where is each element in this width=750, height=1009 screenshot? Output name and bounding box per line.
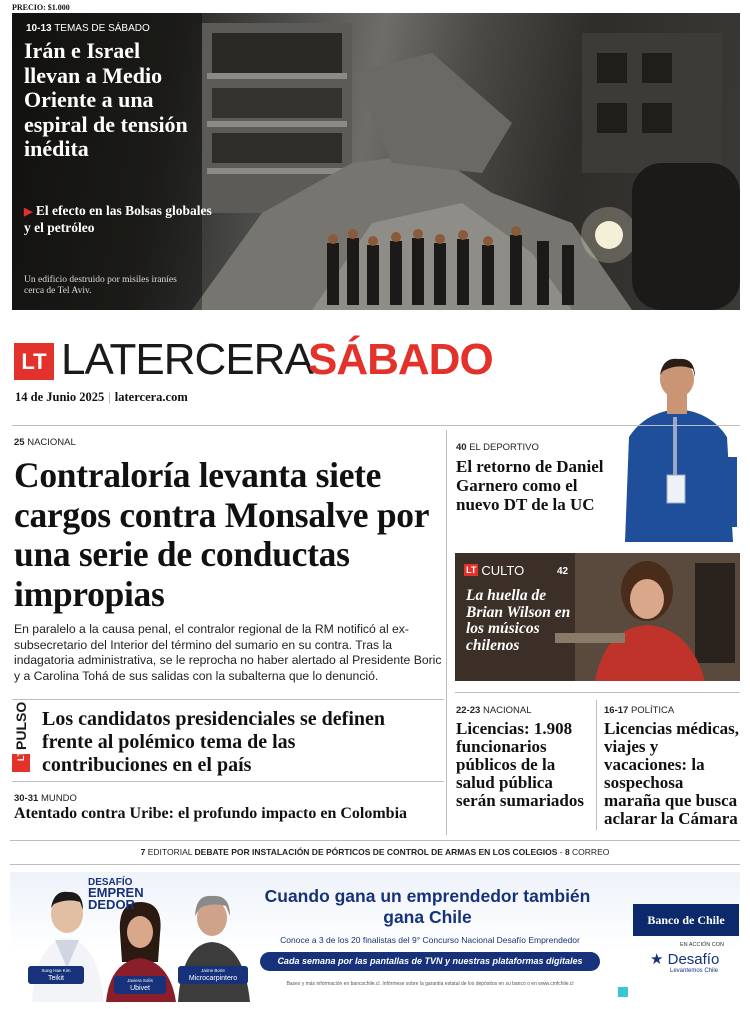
editorial-title: DEBATE POR INSTALACIÓN DE PÓRTICOS DE CONTROL DE ARMAS EN LOS COLEGIOS — [194, 847, 558, 857]
politica-headline[interactable]: Licencias médicas, viajes y vacaciones: la sospechosa maraña que busca aclarar la Cámara — [604, 719, 740, 828]
hero-headline[interactable]: Irán e Israel llevan a Medio Oriente a una espiral de tensión inédita — [24, 38, 188, 161]
politica-kicker-page: 16-17 — [604, 705, 629, 716]
pulso-headline[interactable]: Los candidatos presidenciales se definen frente al polémico tema de las contribuciones en el país — [42, 708, 385, 776]
divider — [10, 864, 740, 865]
ad-person-company: Teikit — [48, 975, 64, 982]
ad-support-label: EN ACCIÓN CON — [680, 942, 725, 948]
main-kicker-page: 25 — [14, 437, 25, 448]
ad-subtitle: Conoce a 3 de los 20 finalistas del 9° Concurso Nacional Desafío Emprendedor — [280, 935, 580, 945]
culto-headline[interactable]: La huella de Brian Wilson en los músicos chilenos — [466, 587, 571, 654]
ad-person-tag — [114, 976, 166, 994]
main-kicker-section: NACIONAL — [27, 437, 76, 448]
hero-kicker — [26, 23, 150, 34]
mundo-headline[interactable]: Atentado contra Uribe: el profundo impacto en Colombia — [14, 805, 408, 822]
mundo-kicker — [14, 793, 77, 804]
ad-brand-line2: EMPREN — [88, 885, 144, 900]
politica-kicker — [604, 705, 674, 716]
partner-name: Desafío — [667, 951, 720, 968]
culto-feature[interactable] — [455, 553, 740, 681]
bank-logo[interactable]: Banco de Chile — [633, 904, 739, 936]
ad-title: Cuando gana un emprendedor también gana Chile — [264, 886, 591, 927]
editorial-label: EDITORIAL — [147, 847, 193, 857]
ad-person-tag — [178, 966, 248, 984]
deportivo-kicker-page: 40 — [456, 442, 467, 453]
star-icon: ★ — [650, 951, 664, 968]
main-kicker — [14, 437, 76, 448]
ad-brand-line1: DESAFÍO — [88, 877, 133, 888]
mundo-kicker-section: MUNDO — [40, 793, 77, 804]
divider — [10, 840, 740, 841]
date-line — [15, 390, 188, 405]
ad-person-tag — [28, 966, 84, 984]
ad-person-name: Sung Hae Kim — [41, 968, 71, 973]
ad-person-company: Microcarpintero — [188, 975, 238, 982]
ad-person-name: Javiera Solís — [127, 978, 153, 983]
divider — [12, 699, 444, 700]
mundo-kicker-page: 30-31 — [14, 793, 39, 804]
divider — [596, 700, 597, 830]
arrow-right-icon: ▶ — [24, 206, 33, 218]
ad-person-company: Ubivet — [130, 985, 150, 992]
culto-logo-mark: LT — [466, 565, 477, 575]
culto-tag — [464, 563, 524, 578]
ad-person-name: Jaime Borie — [201, 968, 225, 973]
logo-name[interactable]: LATERCERA — [61, 335, 313, 384]
editorial-strip[interactable] — [10, 847, 740, 857]
main-body: En paralelo a la causa penal, el contralor regional de la RM notificó al ex-subsecretario del Interior del término del sumario en su contra. Tras la indagatoria administrativa, se le reprocha no haber alertado al Presidente Boric y a Carolina Tohá de sus salidas con la subalterna que lo denunció. — [14, 622, 442, 683]
divider — [12, 425, 740, 426]
ad-brand-logo — [88, 878, 160, 912]
deportivo-kicker — [456, 442, 539, 453]
pulso-logo-mark: LT — [16, 750, 26, 762]
main-headline[interactable]: Contraloría levanta siete cargos contra Monsalve por una serie de conductas impropias — [14, 455, 429, 614]
separator: | — [108, 390, 111, 404]
partner-sub: Levantemos Chile — [670, 968, 719, 974]
deportivo-headline[interactable]: El retorno de Daniel Garnero como el nuevo DT de la UC — [456, 457, 604, 514]
hero-caption: Un edificio destruido por misiles iraníes cerca de Tel Aviv. — [24, 275, 177, 296]
hero-subhead[interactable] — [24, 203, 214, 235]
ad-tv-pill: Cada semana por las pantallas de TVN y nuestras plataformas digitales — [260, 952, 600, 971]
culto-page: 42 — [557, 566, 569, 577]
advertisement[interactable] — [10, 872, 740, 1002]
registration-mark — [618, 987, 628, 997]
site-link[interactable]: latercera.com — [114, 390, 188, 404]
strip-separator: - — [557, 847, 565, 857]
logo-mark[interactable]: LT — [14, 343, 54, 380]
politica-kicker-section: POLÍTICA — [630, 705, 675, 716]
hero-kicker-section: TEMAS DE SÁBADO — [54, 23, 150, 34]
licencias-kicker-section: NACIONAL — [482, 705, 532, 716]
logo-edition: SÁBADO — [308, 335, 493, 384]
divider — [446, 430, 447, 835]
correo-page: 8 — [564, 847, 570, 857]
culto-section: CULTO — [481, 563, 525, 578]
coach-illustration — [615, 357, 740, 542]
editorial-page: 7 — [140, 847, 146, 857]
hero-kicker-pages: 10-13 — [26, 23, 52, 34]
deportivo-kicker-section: EL DEPORTIVO — [469, 442, 539, 453]
deportivo-photo[interactable] — [615, 357, 740, 542]
hero-photo[interactable] — [12, 13, 740, 310]
licencias-kicker — [456, 705, 532, 716]
ad-fine-print: Bases y más información en bancochile.cl. Infórmese sobre la garantía estatal de los depósitos en su banco o en www.cmfchile.cl — [286, 981, 574, 987]
licencias-headline[interactable]: Licencias: 1.908 funcionarios públicos de la salud pública serán sumariados — [456, 719, 584, 810]
divider — [12, 781, 444, 782]
hero-subhead-text: El efecto en las Bolsas globales y el petróleo — [24, 203, 212, 235]
divider — [455, 692, 740, 693]
ad-brand-line3: DEDOR — [88, 897, 135, 912]
price-label: PRECIO: $1.000 — [12, 3, 70, 12]
pulso-logo-word: PULSO — [13, 701, 29, 750]
issue-date: 14 de Junio 2025 — [15, 390, 105, 404]
partner-logo — [650, 950, 719, 968]
correo-label: CORREO — [572, 847, 610, 857]
licencias-kicker-page: 22-23 — [456, 705, 481, 716]
